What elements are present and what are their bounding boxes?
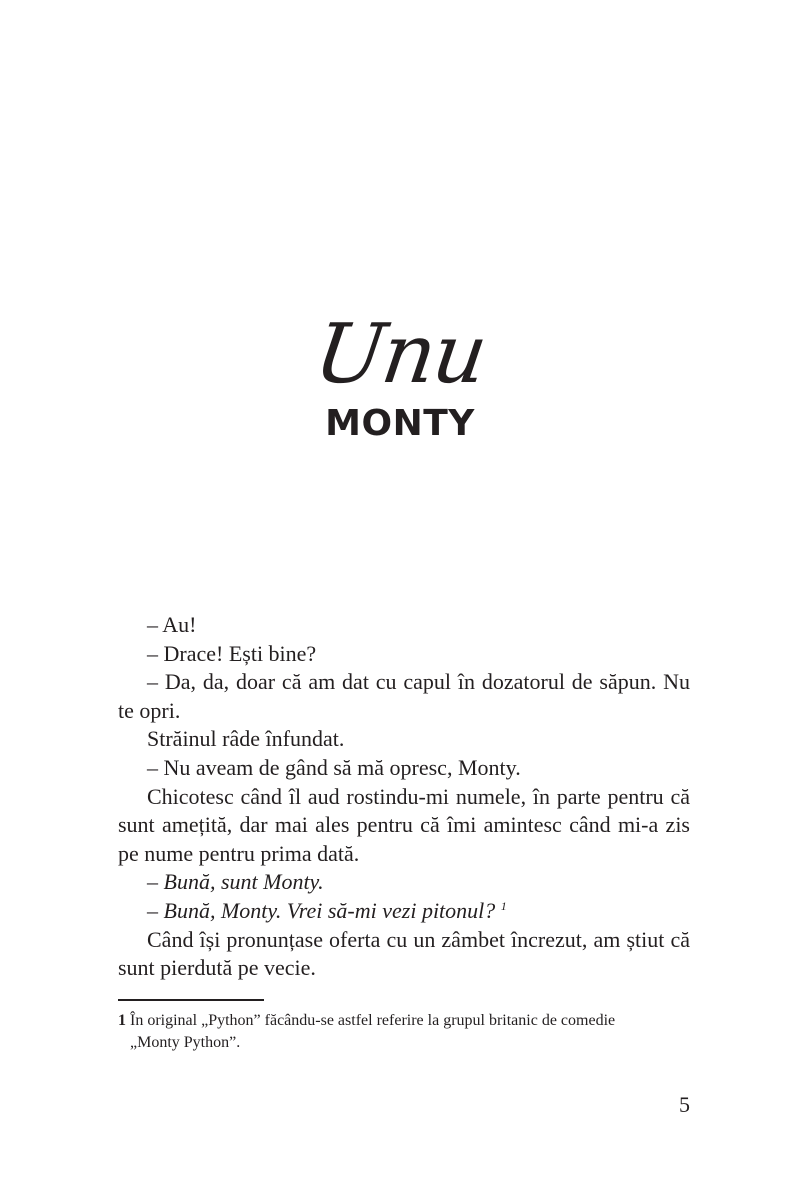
footnote-number: 1 — [118, 1012, 126, 1029]
paragraph: Când își pronunțase oferta cu un zâmbet încrezut, am știut că sunt pierdută pe vecie. — [118, 926, 690, 981]
chapter-body — [118, 611, 690, 983]
chapter-heading — [0, 307, 800, 446]
page-number: 5 — [679, 1092, 690, 1117]
footnote-continuation: „Monty Python”. — [130, 1034, 241, 1051]
paragraph: Străinul râde înfundat. — [147, 726, 345, 752]
paragraph-text: – Bună, Monty. Vrei să-mi vezi pitonul? — [147, 897, 496, 923]
paragraph: – Da, da, doar că am dat cu capul în dozatorul de săpun. Nu te opri. — [118, 669, 690, 723]
footnote-line — [118, 1010, 690, 1032]
footnote-divider — [118, 999, 264, 1001]
chapter-title: MONTY — [325, 403, 475, 444]
paragraph: – Drace! Ești bine? — [147, 640, 317, 666]
footnote — [118, 1010, 690, 1054]
footnote-reference: 1 — [500, 898, 507, 913]
paragraph-italic: – Bună, sunt Monty. — [147, 869, 324, 895]
chapter-number: Unu — [309, 307, 492, 402]
paragraph: – Au! — [147, 612, 197, 637]
paragraph: Chicotesc când îl aud rostindu-mi numele, în parte pentru că sunt amețită, dar mai ales pentru că îmi amintesc când mi-a zis pe nume pentru prima dată. — [118, 783, 690, 866]
paragraph: – Nu aveam de gând să mă opresc, Monty. — [147, 754, 521, 780]
footnote-text: În original „Python” făcându-se astfel referire la grupul britanic de comedie — [130, 1012, 616, 1029]
paragraph-italic-with-footnote — [118, 897, 690, 926]
